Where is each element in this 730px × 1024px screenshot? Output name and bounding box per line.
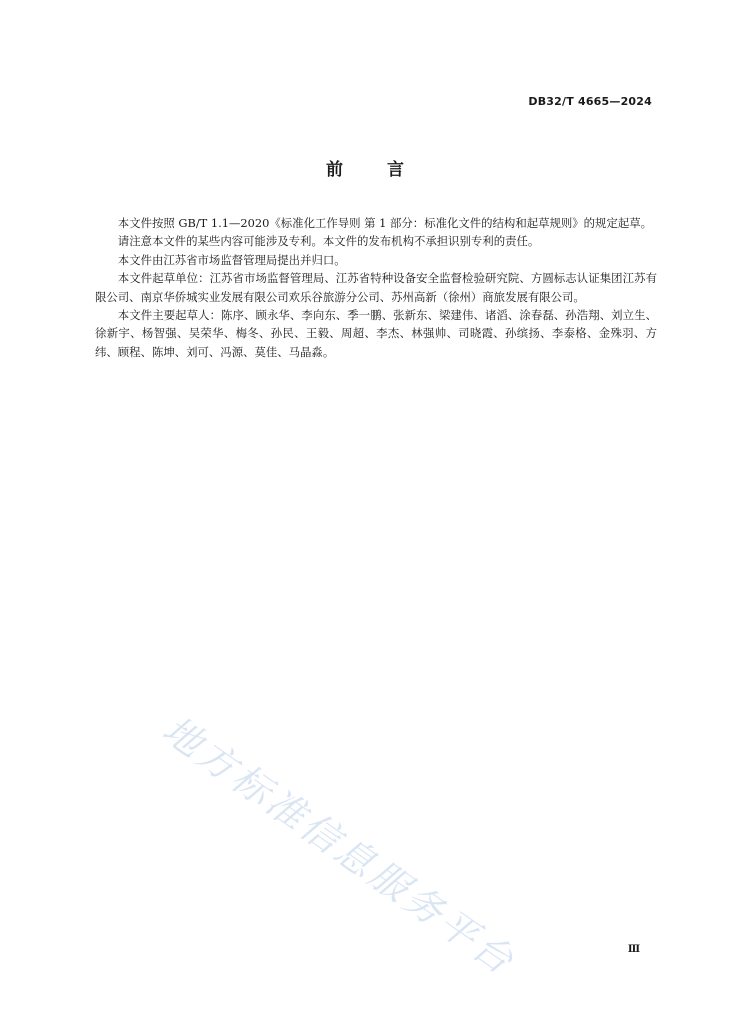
foreword-body bbox=[95, 214, 657, 361]
paragraph-drafters: 本文件主要起草人：陈序、顾永华、李向东、季一鹏、张新东、梁建伟、诸滔、涂春磊、孙浩翔、刘立生、徐新宇、杨智强、吴荣华、梅冬、孙民、王毅、周超、李杰、林强帅、司晓霞、孙缤扬、李泰格、金殊羽、方纬、顾程、陈坤、刘可、冯源、莫佳、马晶淼。 bbox=[95, 308, 657, 359]
document-code: DB32/T 4665—2024 bbox=[528, 95, 652, 108]
page-title bbox=[0, 155, 730, 180]
paragraph-proposer: 本文件由江苏省市场监督管理局提出并归口。 bbox=[117, 252, 346, 267]
paragraph-patent-notice: 请注意本文件的某些内容可能涉及专利。本文件的发布机构不承担识别专利的责任。 bbox=[117, 234, 540, 249]
watermark: 地方标准信息服务平台 bbox=[154, 707, 524, 985]
paragraph-drafting-units: 本文件起草单位：江苏省市场监督管理局、江苏省特种设备安全监督检验研究院、方圆标志认证集团江苏有限公司、南京华侨城实业发展有限公司欢乐谷旅游分公司、苏州高新（徐州）商旅发展有限公司。 bbox=[95, 271, 657, 304]
title-char-1: 前 bbox=[326, 160, 343, 180]
title-char-2: 言 bbox=[387, 160, 404, 180]
page-number: Ⅲ bbox=[627, 944, 640, 955]
paragraph-drafting-basis: 本文件按照 GB/T 1.1—2020《标准化工作导则 第 1 部分：标准化文件的结构和起草规则》的规定起草。 bbox=[117, 216, 653, 230]
